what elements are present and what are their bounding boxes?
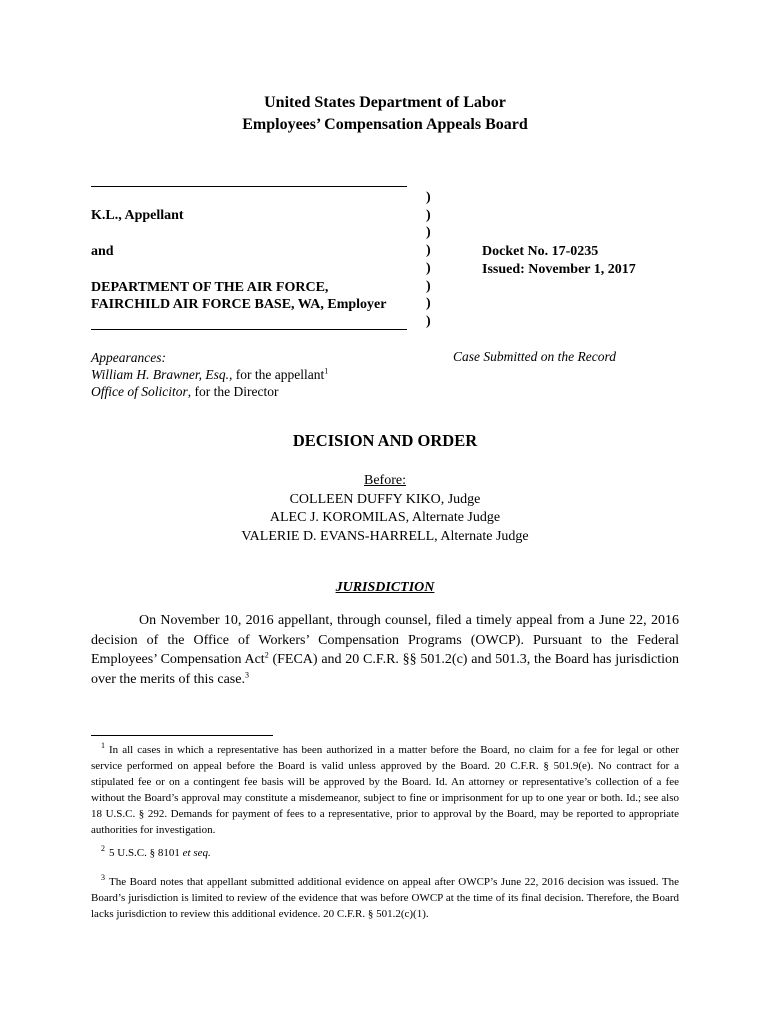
appearances-block <box>91 349 328 400</box>
footnote-3 <box>91 874 679 922</box>
appellant-name: K.L., Appellant <box>91 208 184 223</box>
footnote-number: 3 <box>101 873 105 883</box>
paren: ) <box>426 296 431 312</box>
footnote-ref-2[interactable]: 2 <box>264 650 269 660</box>
judge-1: COLLEEN DUFFY KIKO, Judge <box>289 491 481 507</box>
jurisdiction-heading: JURISDICTION <box>335 580 435 595</box>
director-counsel-role: , for the Director <box>187 384 279 399</box>
case-submitted-note: Case Submitted on the Record <box>453 349 616 364</box>
agency-header <box>0 92 770 136</box>
caption-bottom-rule <box>91 329 407 330</box>
appellant-counsel-role: for the appellant <box>232 367 325 382</box>
judge-3: VALERIE D. EVANS-HARRELL, Alternate Judge <box>241 528 529 544</box>
issued-date: Issued: November 1, 2017 <box>482 262 636 277</box>
jurisdiction-text-a: On November 10, 2016 appellant, through counsel, filed a timely appeal from a June 22, 2016 decision of the Office of Workers’ Compensation Programs (OWCP). Pursuant to the Federal Employees’ Compensation Act <box>91 613 679 667</box>
footnote-number: 1 <box>101 741 105 751</box>
caption-top-rule <box>91 186 407 187</box>
before-label: Before: <box>364 473 406 488</box>
footnote-number: 2 <box>101 844 105 854</box>
footnote-ref-3[interactable]: 3 <box>244 669 249 679</box>
judges-panel <box>0 472 770 546</box>
footnote-2 <box>91 845 679 861</box>
board-name: Employees’ Compensation Appeals Board <box>242 116 528 133</box>
paren: ) <box>426 243 431 259</box>
paren: ) <box>426 207 431 223</box>
footnote-text: The Board notes that appellant submitted additional evidence on appeal after OWCP’s June 22, 2016 decision was issued. The Board’s jurisdiction is limited to review of the evidence that was before OWCP at the time of its final decision. Therefore, the Board lacks jurisdiction to review this additional evidence. 20 C.F.R. § 501.2(c)(1). <box>91 876 679 920</box>
caption-parentheses <box>426 189 431 331</box>
director-counsel <box>91 383 328 400</box>
paren: ) <box>426 225 431 241</box>
caption-and: and <box>91 244 114 259</box>
footnote-text: In all cases in which a representative has been authorized in a matter before the Board, no claim for a fee for legal or other service performed on appeal before the Board is valid unless approved by the Board. 20 C.F.R. § 501.9(e). No contract for a stipulated fee or on a contingent fee basis will be approved by the Board. Id. An attorney or representative’s collection of a fee without the Board’s approval may constitute a misdemeanor, subject to fine or imprisonment for up to one year or both. Id.; see also 18 U.S.C. § 292. Demands for payment of fees to a representative, prior to approval by the Board, may be reported to appropriate authorities for investigation. <box>91 744 679 836</box>
appellant-counsel <box>91 366 328 383</box>
footnote-1 <box>91 742 679 838</box>
footnote-ref-1[interactable]: 1 <box>324 366 329 376</box>
docket-number: Docket No. 17-0235 <box>482 244 599 259</box>
judge-2: ALEC J. KOROMILAS, Alternate Judge <box>269 510 501 525</box>
employer-line-2: FAIRCHILD AIR FORCE BASE, WA, Employer <box>91 297 387 312</box>
paren: ) <box>426 313 431 329</box>
employer-line-1: DEPARTMENT OF THE AIR FORCE, <box>91 280 329 295</box>
director-counsel-name: Office of Solicitor <box>91 384 188 399</box>
footnote-text-italic: et seq. <box>182 847 211 859</box>
appearances-heading: Appearances: <box>91 350 166 365</box>
decision-title: DECISION AND ORDER <box>292 431 478 450</box>
paren: ) <box>426 260 431 276</box>
paren: ) <box>426 278 431 294</box>
jurisdiction-text-b: (FECA) and 20 C.F.R. §§ 501.2(c) and 501.3, the Board has jurisdiction over the merits of this case. <box>91 652 680 687</box>
paren: ) <box>426 190 431 205</box>
agency-name: United States Department of Labor <box>264 94 506 111</box>
appellant-counsel-name: William H. Brawner, Esq., <box>91 367 233 382</box>
footnote-separator <box>91 735 273 736</box>
jurisdiction-paragraph <box>91 611 679 689</box>
footnote-text: 5 U.S.C. § 8101 <box>109 847 183 859</box>
